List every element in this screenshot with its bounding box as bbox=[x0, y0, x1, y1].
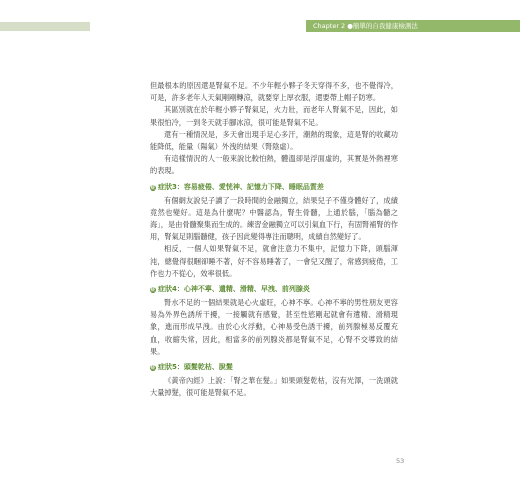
heading-bullet-icon: 症 bbox=[150, 184, 156, 191]
chapter-title: Chapter 2 ●簡單的自我健康檢測法 bbox=[313, 22, 418, 30]
heading-bullet-icon: 症 bbox=[150, 287, 156, 294]
paragraph-7: 腎水不足的一個結果就是心火虛旺，心神不寧。心神不寧的男性朋友更容易為外界色誘所干擾，一接觸就有感覺，甚至性慾剛起就會有遺精、滑精現象，進而形成早洩。由於心火浮動，心神易受色誘干擾，前列腺極易反覆充血，收縮失常，因此，相當多的前列腺炎都是腎氣不足，心腎不交導致的結果。 bbox=[150, 298, 398, 356]
header-band-left bbox=[0, 22, 90, 31]
heading-text: 症狀3：容易疲倦、愛恍神、記憶力下降、睡眠品質差 bbox=[158, 182, 324, 191]
section-heading-symptom-3 bbox=[150, 181, 398, 193]
paragraph-5: 有個網友說兒子讀了一段時間的金融獨立，結果兒子不僅身體好了，成績竟然也變好。這是為什麼呢？中醫認為，腎生骨髓，上通於腦，「腦為髓之海」，是由骨髓聚集而生成的。練習金融獨立可以引氣血下行，有固腎補腎的作用，腎氣足則腦髓健，孩子因此變得專注而聰明，成績自然變好了。 bbox=[150, 195, 398, 242]
page-number: 53 bbox=[396, 457, 405, 465]
heading-text: 症狀5：頭髮乾枯、脫髮 bbox=[158, 363, 233, 372]
heading-bullet-icon: 症 bbox=[150, 365, 156, 372]
body-text bbox=[150, 80, 398, 399]
paragraph-6: 相反，一個人如果腎氣不足，就會注意力不集中，記憶力下降，頭腦渾沌，總覺得很睏卻睡不著，好不容易睡著了，一會兒又醒了，常感到疲倦，工作也力不從心，效率很低。 bbox=[150, 244, 398, 278]
heading-text: 症狀4：心神不寧、遺精、滑精、早洩、前列腺炎 bbox=[158, 285, 310, 294]
section-heading-symptom-4 bbox=[150, 283, 398, 295]
paragraph-2: 其區別就在於年輕小夥子腎氣足，火力壯，而老年人腎氣不足，因此，如果很怕冷，一到冬天就手腳冰涼，很可能是腎氣不足。 bbox=[150, 105, 398, 127]
paragraph-4: 有這樣情況的人一般來說比較怕熱，體溫卻是浮面虛的，其實是外熱裡寒的表現。 bbox=[150, 154, 398, 176]
paragraph-8: 《黃帝內經》上說：「腎之華在髮。」如果頭髮乾枯，沒有光澤，一洗頭就大量掉髮，很可能是腎氣不足。 bbox=[150, 376, 398, 398]
paragraph-3: 還有一種情況是，多天會出現手足心多汗，潮熱的現象，這是腎的收藏功能降低，能量（陽氣）外洩的結果（腎陰虛）。 bbox=[150, 129, 398, 152]
section-heading-symptom-5 bbox=[150, 361, 398, 373]
paragraph-1: 但最根本的原因還是腎氣不足。不少年輕小夥子冬天穿得不多，也不覺得冷，可是，許多老年人天氣剛剛轉涼，就要穿上厚衣服，還要帶上帽子防寒。 bbox=[150, 81, 398, 103]
